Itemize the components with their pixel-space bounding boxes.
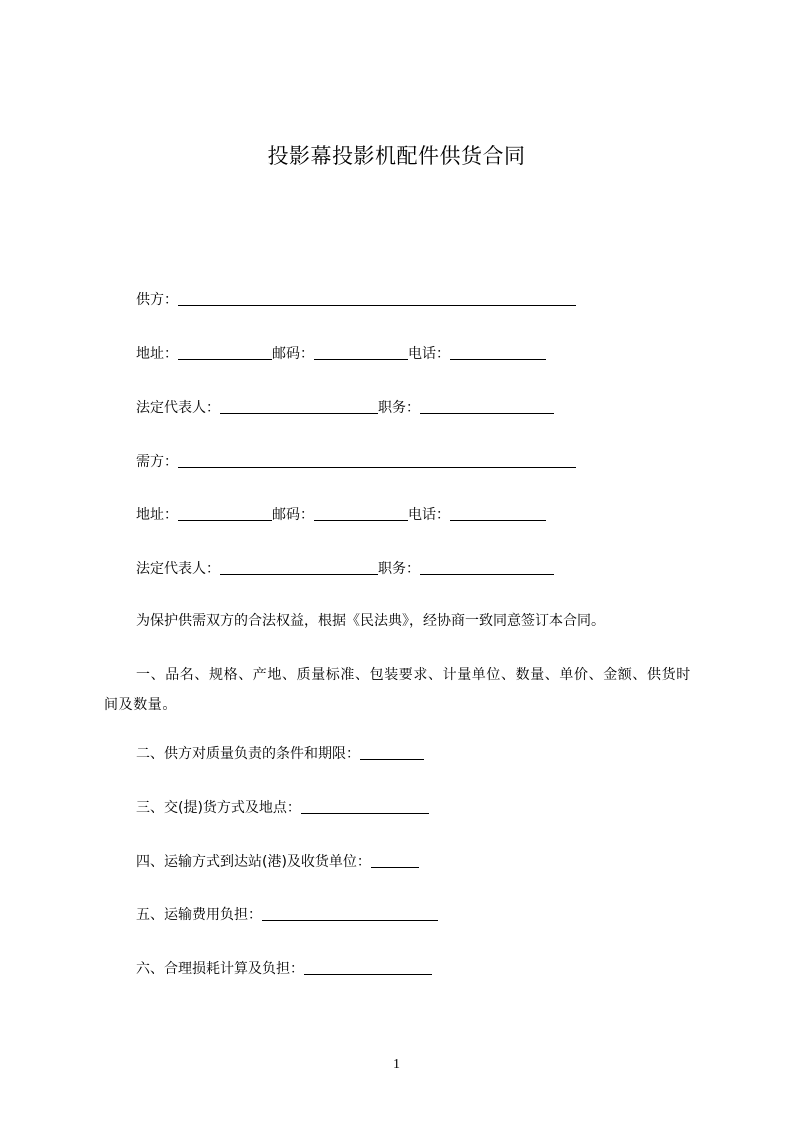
- clause-4-label: 四、运输方式到达站(港)及收货单位：: [136, 854, 371, 870]
- supplier-name-blank[interactable]: [178, 291, 576, 306]
- supplier-address-label: 地址：: [136, 346, 178, 362]
- supplier-rep-blank[interactable]: [220, 399, 378, 414]
- clause-1-paragraph: 一、品名、规格、产地、质量标准、包装要求、计量单位、数量、单价、金额、供货时间及数量。: [104, 667, 691, 713]
- supplier-address-line: [136, 344, 546, 364]
- clause-6-blank[interactable]: [304, 960, 432, 975]
- preamble-paragraph: 为保护供需双方的合法权益，根据《民法典》，经协商一致同意签订本合同。: [136, 613, 605, 629]
- buyer-position-blank[interactable]: [420, 560, 554, 575]
- supplier-postcode-blank[interactable]: [314, 345, 408, 360]
- buyer-rep-line: [136, 559, 554, 579]
- supplier-postcode-label: 邮码：: [272, 346, 314, 362]
- buyer-rep-blank[interactable]: [220, 560, 378, 575]
- clause-5-line: [136, 905, 438, 925]
- supplier-position-blank[interactable]: [420, 399, 554, 414]
- supplier-address-blank[interactable]: [178, 345, 272, 360]
- buyer-name-blank[interactable]: [178, 453, 576, 468]
- buyer-address-line: [136, 505, 546, 525]
- buyer-postcode-label: 邮码：: [272, 507, 314, 523]
- clause-6-label: 六、合理损耗计算及负担：: [136, 961, 304, 977]
- supplier-position-label: 职务：: [378, 400, 420, 416]
- clause-2-label: 二、供方对质量负责的条件和期限：: [136, 746, 360, 762]
- supplier-phone-blank[interactable]: [450, 345, 546, 360]
- clause-2-line: [136, 744, 424, 764]
- page-number: 1: [393, 1057, 400, 1072]
- clause-6-line: [136, 959, 432, 979]
- buyer-address-blank[interactable]: [178, 506, 272, 521]
- buyer-address-label: 地址：: [136, 507, 178, 523]
- clause-2-blank[interactable]: [360, 745, 424, 760]
- clause-3-blank[interactable]: [301, 799, 429, 814]
- buyer-postcode-blank[interactable]: [314, 506, 408, 521]
- supplier-label: 供方：: [136, 292, 178, 308]
- buyer-label: 需方：: [136, 454, 178, 470]
- clause-4-blank[interactable]: [371, 853, 419, 868]
- clause-5-blank[interactable]: [262, 906, 438, 921]
- buyer-phone-label: 电话：: [408, 507, 450, 523]
- contract-title: 投影幕投影机配件供货合同: [267, 144, 526, 168]
- buyer-phone-blank[interactable]: [450, 506, 546, 521]
- supplier-rep-label: 法定代表人：: [136, 400, 220, 416]
- buyer-line: [136, 452, 576, 472]
- buyer-rep-label: 法定代表人：: [136, 561, 220, 577]
- supplier-phone-label: 电话：: [408, 346, 450, 362]
- clause-3-label: 三、交(提)货方式及地点：: [136, 800, 301, 816]
- clause-5-label: 五、运输费用负担：: [136, 907, 262, 923]
- clause-3-line: [136, 798, 429, 818]
- supplier-line: [136, 290, 576, 310]
- clause-4-line: [136, 852, 419, 872]
- buyer-position-label: 职务：: [378, 561, 420, 577]
- supplier-rep-line: [136, 398, 554, 418]
